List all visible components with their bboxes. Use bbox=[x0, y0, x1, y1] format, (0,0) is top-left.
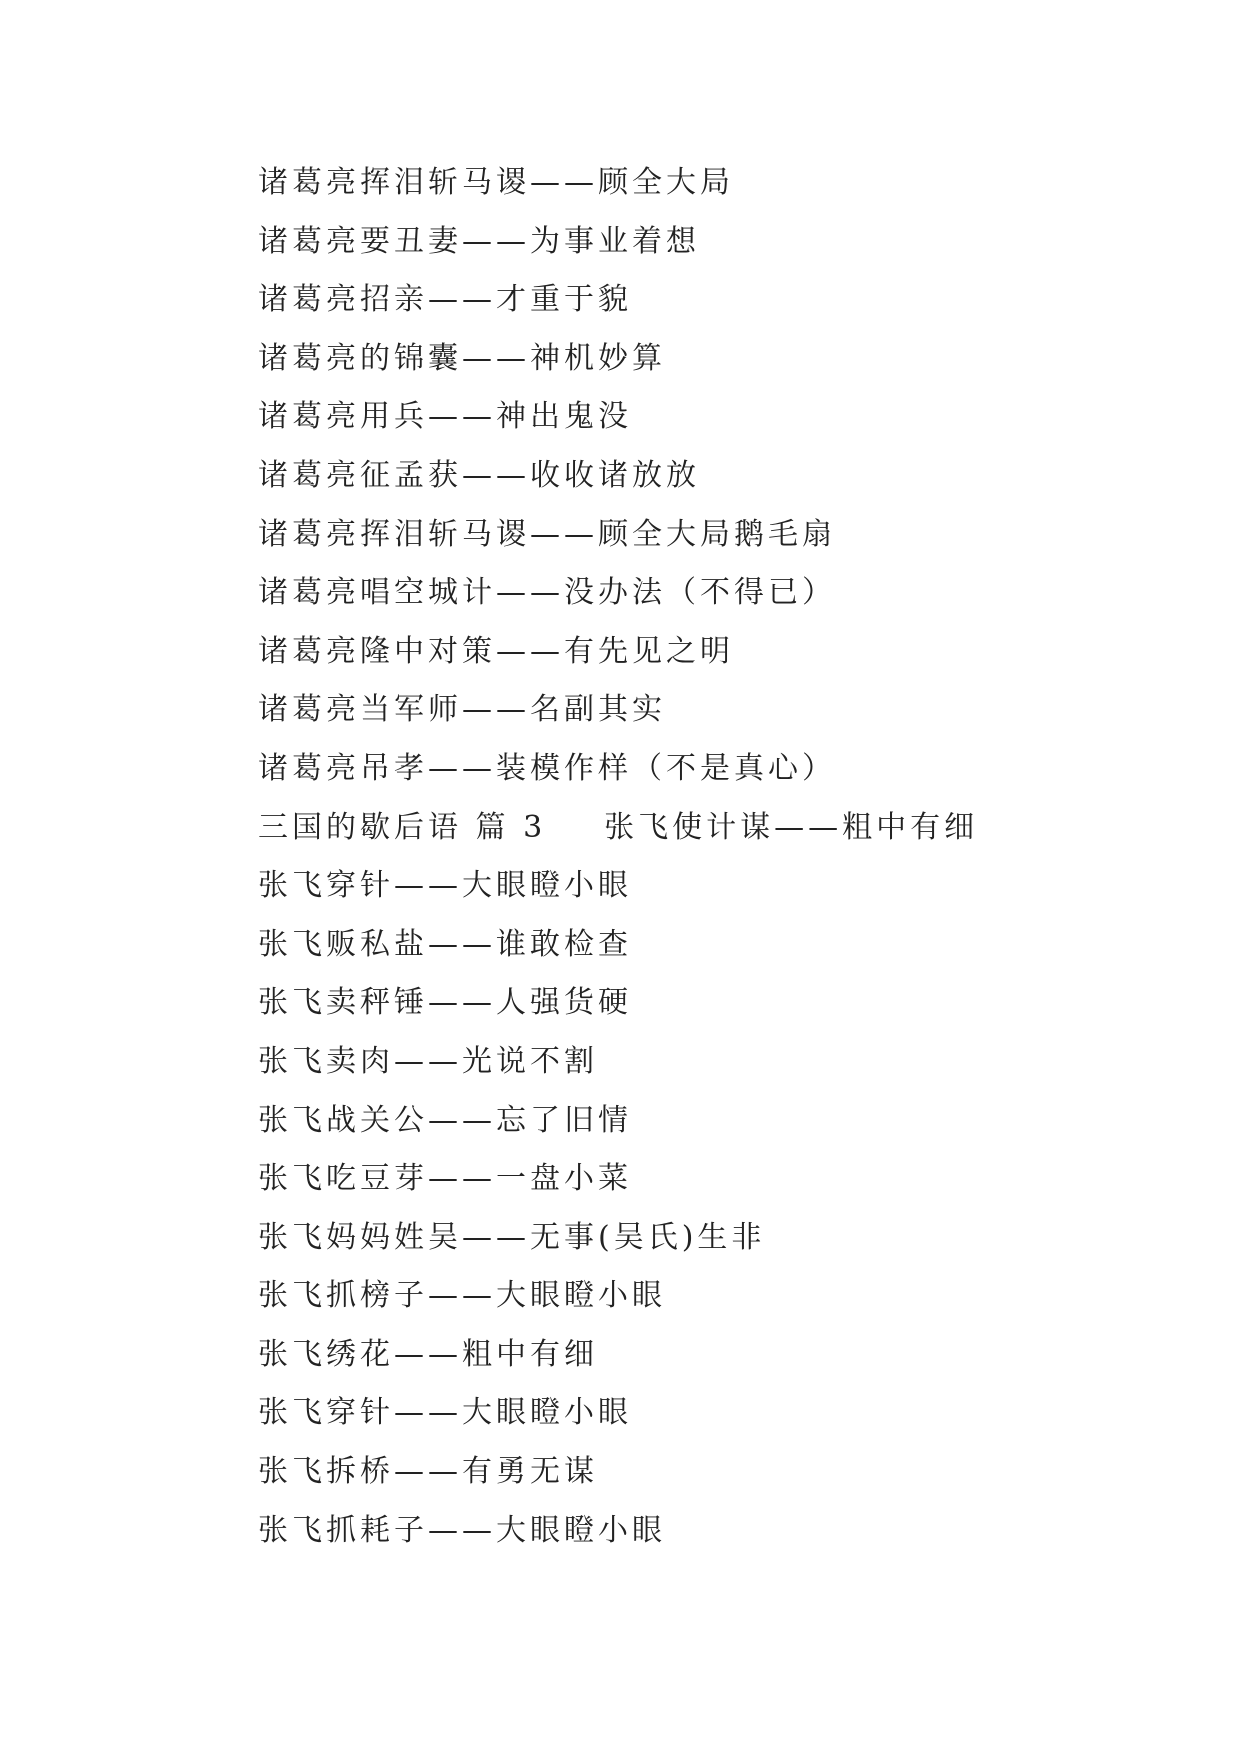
text-line: 诸葛亮隆中对策——有先见之明 bbox=[258, 633, 734, 669]
text-line: 张飞穿针——大眼瞪小眼 bbox=[258, 1395, 632, 1431]
text-line: 诸葛亮用兵——神出鬼没 bbox=[258, 399, 632, 435]
text-line: 诸葛亮招亲——才重于貌 bbox=[258, 282, 632, 318]
text-line: 张飞拆桥——有勇无谋 bbox=[258, 1454, 598, 1490]
text-line: 诸葛亮当军师——名副其实 bbox=[258, 692, 666, 728]
text-line: 诸葛亮征孟获——收收诸放放 bbox=[258, 457, 700, 493]
text-line: 张飞战关公——忘了旧情 bbox=[258, 1102, 632, 1138]
text-line: 诸葛亮要丑妻——为事业着想 bbox=[258, 223, 700, 259]
text-line: 张飞吃豆芽——一盘小菜 bbox=[258, 1161, 632, 1197]
text-line: 诸葛亮挥泪斩马谡——顾全大局 bbox=[258, 165, 734, 200]
text-block bbox=[258, 154, 1158, 1560]
text-line: 诸葛亮挥泪斩马谡——顾全大局鹅毛扇 bbox=[258, 516, 836, 552]
section-heading: 三国的歇后语 篇 3 bbox=[258, 809, 547, 845]
text-line: 诸葛亮的锦囊——神机妙算 bbox=[258, 340, 666, 376]
text-line: 张飞卖肉——光说不割 bbox=[258, 1043, 598, 1079]
text-line: 诸葛亮唱空城计——没办法（不得已） bbox=[258, 575, 836, 611]
text-line: 张飞使计谋——粗中有细 bbox=[604, 809, 979, 845]
text-line: 张飞卖秤锤——人强货硬 bbox=[258, 985, 632, 1021]
text-line: 诸葛亮吊孝——装模作样（不是真心） bbox=[258, 750, 836, 786]
text-line: 张飞绣花——粗中有细 bbox=[258, 1336, 598, 1372]
text-line: 张飞抓榜子——大眼瞪小眼 bbox=[258, 1278, 666, 1314]
text-line: 张飞抓耗子——大眼瞪小眼 bbox=[258, 1512, 666, 1548]
text-line: 张飞妈妈姓吴——无事(吴氏)生非 bbox=[258, 1219, 766, 1255]
text-line: 张飞贩私盐——谁敢检查 bbox=[258, 926, 632, 962]
section-heading-line bbox=[258, 799, 1158, 858]
text-line: 张飞穿针——大眼瞪小眼 bbox=[258, 868, 632, 904]
